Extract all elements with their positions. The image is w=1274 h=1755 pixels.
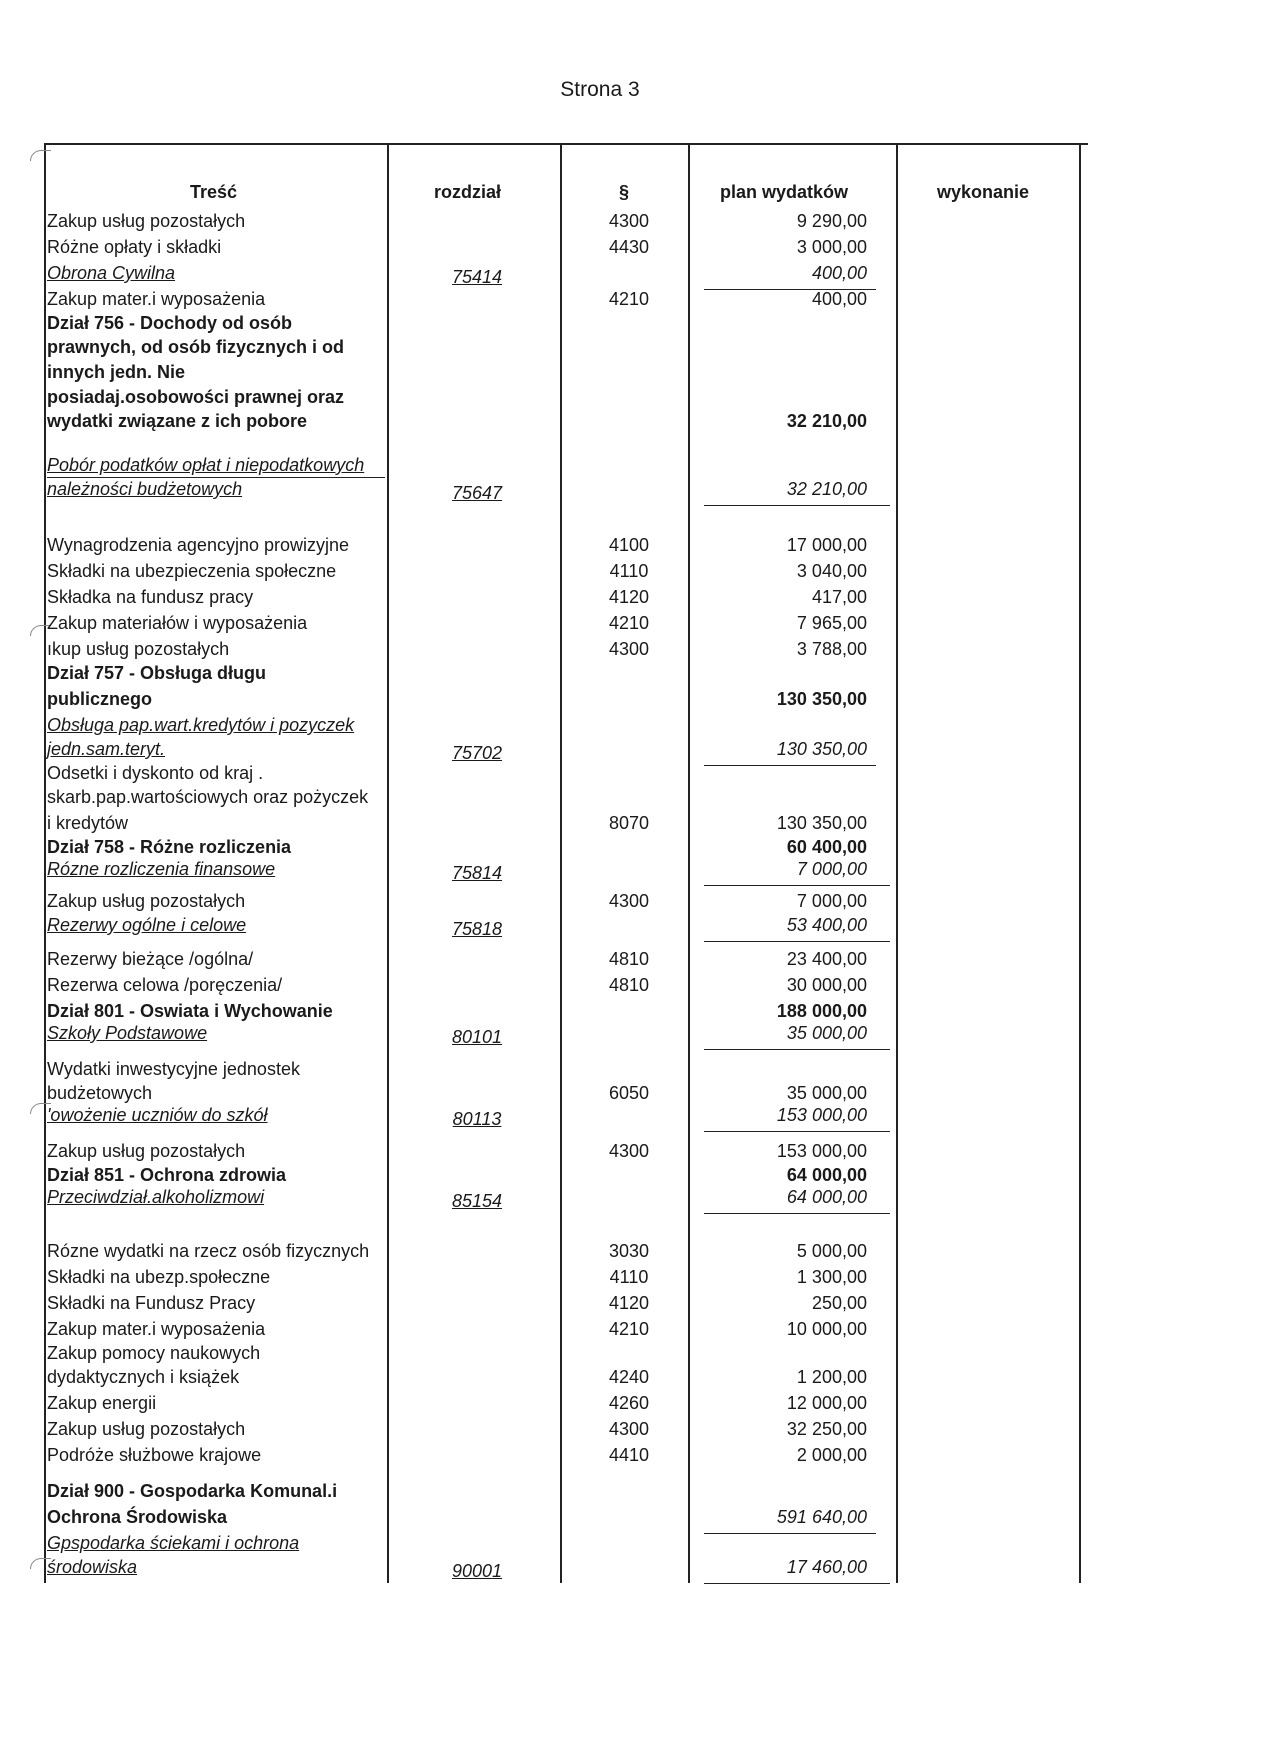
row-paragraf: 4410 bbox=[608, 1445, 650, 1465]
row-paragraf: 4810 bbox=[608, 949, 650, 969]
row-plan-amount: 17 000,00 bbox=[786, 535, 867, 555]
row-rozdzial: 85154 bbox=[451, 1191, 503, 1211]
row-description: Gpspodarka ściekami i ochrona bbox=[47, 1533, 300, 1553]
amount-underline bbox=[704, 1131, 890, 1132]
scan-artifact bbox=[30, 150, 51, 161]
row-plan-amount: 35 000,00 bbox=[786, 1083, 867, 1103]
row-paragraf: 6050 bbox=[608, 1083, 650, 1103]
row-paragraf: 4210 bbox=[608, 1319, 650, 1339]
table-top-border bbox=[44, 143, 1088, 145]
row-plan-amount: 3 040,00 bbox=[796, 561, 867, 581]
row-plan-amount: 417,00 bbox=[811, 587, 867, 607]
row-description: Składka na fundusz pracy bbox=[47, 587, 254, 607]
col-divider-6 bbox=[1079, 143, 1081, 1583]
row-description: ıkup usług pozostałych bbox=[47, 639, 230, 659]
row-plan-amount: 32 250,00 bbox=[786, 1419, 867, 1439]
row-plan-amount: 250,00 bbox=[811, 1293, 867, 1313]
row-rozdzial: 75818 bbox=[451, 919, 503, 939]
row-paragraf: 4300 bbox=[608, 891, 650, 911]
row-plan-amount: 60 400,00 bbox=[786, 837, 867, 857]
row-plan-amount: 130 350,00 bbox=[776, 689, 867, 709]
header-plan-wydatkow: plan wydatków bbox=[720, 182, 849, 202]
row-plan-amount: 32 210,00 bbox=[786, 411, 867, 431]
row-description: Dział 758 - Różne rozliczenia bbox=[47, 837, 292, 857]
row-description: Składki na Fundusz Pracy bbox=[47, 1293, 256, 1313]
row-description: Rózne rozliczenia finansowe bbox=[47, 859, 276, 879]
row-description: Zakup usług pozostałych bbox=[47, 1141, 246, 1161]
row-description: Obsługa pap.wart.kredytów i pozyczek bbox=[47, 715, 355, 735]
row-plan-amount: 9 290,00 bbox=[796, 211, 867, 231]
header-paragraf: § bbox=[619, 182, 630, 202]
row-description: jedn.sam.teryt. bbox=[47, 739, 166, 759]
row-plan-amount: 2 000,00 bbox=[796, 1445, 867, 1465]
col-divider-4 bbox=[688, 143, 690, 1583]
row-rozdzial: 90001 bbox=[451, 1561, 503, 1581]
amount-underline bbox=[704, 1533, 876, 1534]
amount-underline bbox=[704, 885, 890, 886]
row-rozdzial: 80113 bbox=[452, 1109, 502, 1129]
row-description: Zakup materiałów i wyposażenia bbox=[47, 613, 308, 633]
row-plan-amount: 130 350,00 bbox=[776, 739, 867, 759]
row-description: posiadaj.osobowości prawnej oraz bbox=[47, 387, 345, 407]
row-paragraf: 4210 bbox=[608, 613, 650, 633]
row-paragraf: 4240 bbox=[608, 1367, 650, 1387]
row-description: 'owożenie uczniów do szkół bbox=[47, 1105, 268, 1125]
amount-underline bbox=[704, 505, 890, 506]
row-plan-amount: 1 200,00 bbox=[796, 1367, 867, 1387]
row-rozdzial: 75647 bbox=[451, 483, 503, 503]
amount-underline bbox=[704, 1213, 890, 1214]
row-description: i kredytów bbox=[47, 813, 129, 833]
row-description: Dział 756 - Dochody od osób bbox=[47, 313, 293, 333]
row-plan-amount: 17 460,00 bbox=[786, 1557, 867, 1577]
row-plan-amount: 188 000,00 bbox=[776, 1001, 867, 1021]
row-description: wydatki związane z ich pobore bbox=[47, 411, 308, 431]
row-plan-amount: 153 000,00 bbox=[776, 1105, 867, 1125]
row-paragraf: 4120 bbox=[608, 587, 650, 607]
row-description: Rózne wydatki na rzecz osób fizycznych bbox=[47, 1241, 370, 1261]
amount-underline bbox=[704, 1049, 890, 1050]
row-description: Dział 851 - Ochrona zdrowia bbox=[47, 1165, 287, 1185]
row-description: Składki na ubezp.społeczne bbox=[47, 1267, 271, 1287]
amount-underline bbox=[704, 1583, 890, 1584]
row-plan-amount: 130 350,00 bbox=[776, 813, 867, 833]
col-divider-2 bbox=[387, 143, 389, 1583]
row-plan-amount: 591 640,00 bbox=[776, 1507, 867, 1527]
row-paragraf: 4810 bbox=[608, 975, 650, 995]
row-description: Odsetki i dyskonto od kraj . bbox=[47, 763, 264, 783]
row-paragraf: 4110 bbox=[609, 1267, 649, 1287]
row-plan-amount: 3 788,00 bbox=[796, 639, 867, 659]
row-description: Rezerwy ogólne i celowe bbox=[47, 915, 247, 935]
col-divider-1 bbox=[44, 143, 46, 1583]
row-description: Zakup usług pozostałych bbox=[47, 1419, 246, 1439]
row-description: Podróże służbowe krajowe bbox=[47, 1445, 262, 1465]
row-description: Pobór podatków opłat i niepodatkowych bbox=[47, 455, 365, 475]
amount-underline bbox=[704, 765, 876, 766]
row-plan-amount: 32 210,00 bbox=[786, 479, 867, 499]
row-rozdzial: 75814 bbox=[451, 863, 503, 883]
row-plan-amount: 5 000,00 bbox=[796, 1241, 867, 1261]
row-paragraf: 4210 bbox=[608, 289, 650, 309]
row-paragraf: 4100 bbox=[608, 535, 650, 555]
row-description: Rezerwy bieżące /ogólna/ bbox=[47, 949, 254, 969]
row-plan-amount: 53 400,00 bbox=[786, 915, 867, 935]
row-description: Zakup usług pozostałych bbox=[47, 211, 246, 231]
row-description: skarb.pap.wartościowych oraz pożyczek bbox=[47, 787, 369, 807]
row-paragraf: 4300 bbox=[608, 1419, 650, 1439]
row-paragraf: 3030 bbox=[608, 1241, 650, 1261]
row-description: Przeciwdział.alkoholizmowi bbox=[47, 1187, 265, 1207]
row-description: Wydatki inwestycyjne jednostek bbox=[47, 1059, 300, 1079]
row-paragraf: 4110 bbox=[609, 561, 649, 581]
row-description: Różne opłaty i składki bbox=[47, 237, 222, 257]
row-rozdzial: 75414 bbox=[451, 267, 503, 287]
row-plan-amount: 400,00 bbox=[811, 289, 867, 309]
row-description: Szkoły Podstawowe bbox=[47, 1023, 208, 1043]
col-divider-3 bbox=[560, 143, 562, 1583]
row-plan-amount: 153 000,00 bbox=[776, 1141, 867, 1161]
row-description: Dział 801 - Oswiata i Wychowanie bbox=[47, 1001, 333, 1021]
row-description: Obrona Cywilna bbox=[47, 263, 176, 283]
row-paragraf: 4300 bbox=[608, 1141, 650, 1161]
row-description: Zakup energii bbox=[47, 1393, 157, 1413]
row-description: Dział 900 - Gospodarka Komunal.i bbox=[47, 1481, 338, 1501]
row-description: Ochrona Środowiska bbox=[47, 1507, 228, 1527]
row-plan-amount: 3 000,00 bbox=[796, 237, 867, 257]
row-rozdzial: 75702 bbox=[451, 743, 503, 763]
header-wykonanie: wykonanie bbox=[937, 182, 1030, 202]
row-description: prawnych, od osób fizycznych i od bbox=[47, 337, 345, 357]
row-paragraf: 4430 bbox=[608, 237, 650, 257]
row-plan-amount: 7 000,00 bbox=[796, 859, 867, 879]
row-plan-amount: 64 000,00 bbox=[786, 1187, 867, 1207]
row-paragraf: 4300 bbox=[608, 639, 650, 659]
col-divider-5 bbox=[896, 143, 898, 1583]
row-plan-amount: 10 000,00 bbox=[786, 1319, 867, 1339]
row-plan-amount: 7 965,00 bbox=[796, 613, 867, 633]
row-description: Rezerwa celowa /poręczenia/ bbox=[47, 975, 283, 995]
row-description: innych jedn. Nie bbox=[47, 362, 186, 382]
row-description: Zakup mater.i wyposażenia bbox=[47, 1319, 266, 1339]
row-plan-amount: 64 000,00 bbox=[786, 1165, 867, 1185]
row-description: dydaktycznych i książek bbox=[47, 1367, 240, 1387]
row-description: Dział 757 - Obsługa długu bbox=[47, 663, 267, 683]
row-description: budżetowych bbox=[47, 1083, 153, 1103]
header-rozdzial: rozdział bbox=[434, 182, 502, 202]
page-number: Strona 3 bbox=[560, 78, 640, 101]
row-description: środowiska bbox=[47, 1557, 138, 1577]
row-description: Składki na ubezpieczenia społeczne bbox=[47, 561, 337, 581]
row-plan-amount: 400,00 bbox=[811, 263, 867, 283]
header-tresc: Treść bbox=[190, 182, 238, 202]
amount-underline bbox=[704, 941, 890, 942]
row-description: publicznego bbox=[47, 689, 152, 709]
row-plan-amount: 30 000,00 bbox=[786, 975, 867, 995]
row-paragraf: 4260 bbox=[608, 1393, 650, 1413]
row-description: Wynagrodzenia agencyjno prowizyjne bbox=[47, 535, 350, 555]
row-rozdzial: 80101 bbox=[451, 1027, 503, 1047]
row-paragraf: 8070 bbox=[608, 813, 650, 833]
row-description: Zakup usług pozostałych bbox=[47, 891, 246, 911]
row-plan-amount: 23 400,00 bbox=[786, 949, 867, 969]
row-paragraf: 4300 bbox=[608, 211, 650, 231]
row-description: Zakup mater.i wyposażenia bbox=[47, 289, 266, 309]
row-plan-amount: 12 000,00 bbox=[786, 1393, 867, 1413]
row-description: Zakup pomocy naukowych bbox=[47, 1343, 261, 1363]
row-paragraf: 4120 bbox=[608, 1293, 650, 1313]
row-plan-amount: 7 000,00 bbox=[796, 891, 867, 911]
row-plan-amount: 35 000,00 bbox=[786, 1023, 867, 1043]
row-description: należności budżetowych bbox=[47, 479, 243, 499]
row-plan-amount: 1 300,00 bbox=[796, 1267, 867, 1287]
